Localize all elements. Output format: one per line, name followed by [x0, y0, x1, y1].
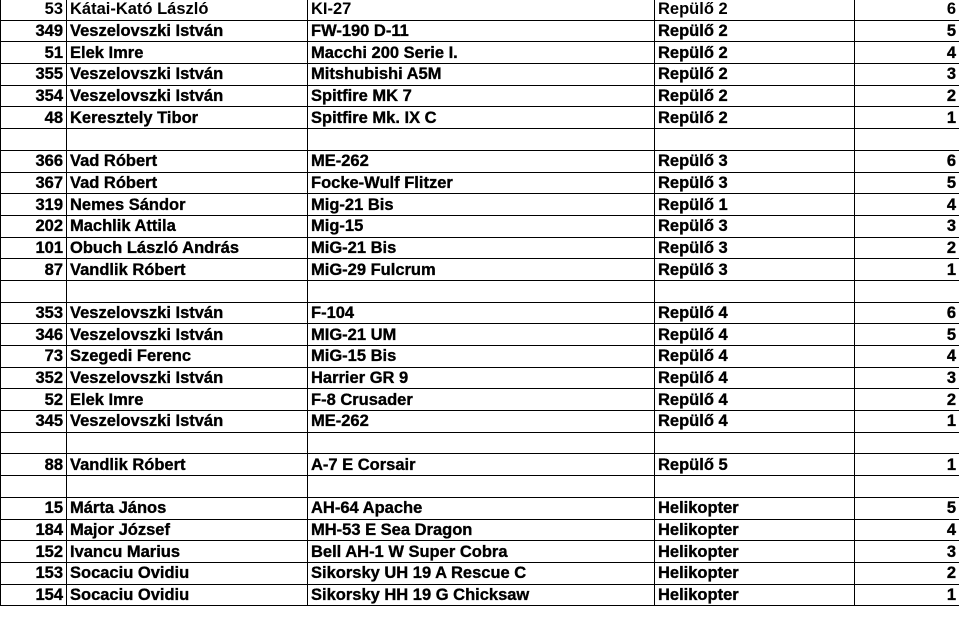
- model-name-cell: Focke-Wulf Flitzer: [308, 172, 655, 194]
- competitor-name-cell: Veszelovszki István: [67, 411, 308, 433]
- empty-cell: [655, 476, 855, 498]
- model-name-cell: FW-190 D-11: [308, 20, 655, 42]
- placement-cell: 1: [855, 411, 959, 433]
- competitor-name-cell: Veszelovszki István: [67, 64, 308, 86]
- model-name-cell: Bell AH-1 W Super Cobra: [308, 541, 655, 563]
- category-cell: Repülő 3: [655, 237, 855, 259]
- model-name-cell: Macchi 200 Serie I.: [308, 42, 655, 64]
- placement-cell: 4: [855, 519, 959, 541]
- placement-cell: 1: [855, 107, 959, 129]
- competitor-name-cell: Elek Imre: [67, 42, 308, 64]
- table-row: [1, 42, 959, 64]
- model-name-cell: Spitfire MK 7: [308, 85, 655, 107]
- category-cell: Repülő 4: [655, 324, 855, 346]
- model-name-cell: MiG-15 Bis: [308, 346, 655, 368]
- table-row: [1, 64, 959, 86]
- category-cell: Repülő 4: [655, 367, 855, 389]
- entry-number-cell: 366: [1, 150, 67, 172]
- category-cell: Repülő 2: [655, 0, 855, 20]
- entry-number-cell: 48: [1, 107, 67, 129]
- model-name-cell: ME-262: [308, 150, 655, 172]
- model-name-cell: MH-53 E Sea Dragon: [308, 519, 655, 541]
- category-cell: Repülő 4: [655, 411, 855, 433]
- category-cell: Repülő 2: [655, 85, 855, 107]
- model-name-cell: F-8 Crusader: [308, 389, 655, 411]
- model-name-cell: Spitfire Mk. IX C: [308, 107, 655, 129]
- entry-number-cell: 73: [1, 346, 67, 368]
- empty-cell: [855, 280, 959, 302]
- competitor-name-cell: Veszelovszki István: [67, 324, 308, 346]
- placement-cell: 2: [855, 237, 959, 259]
- placement-cell: 2: [855, 389, 959, 411]
- category-cell: Repülő 5: [655, 454, 855, 476]
- category-cell: Helikopter: [655, 541, 855, 563]
- competitor-name-cell: Vad Róbert: [67, 172, 308, 194]
- model-name-cell: Sikorsky HH 19 G Chicksaw: [308, 584, 655, 606]
- empty-cell: [308, 432, 655, 454]
- category-cell: Repülő 4: [655, 389, 855, 411]
- empty-cell: [1, 476, 67, 498]
- table-row: [1, 411, 959, 433]
- placement-cell: 1: [855, 454, 959, 476]
- entry-number-cell: 87: [1, 259, 67, 281]
- separator-row: [1, 129, 959, 151]
- empty-cell: [855, 129, 959, 151]
- results-body: [1, 0, 959, 606]
- entry-number-cell: 346: [1, 324, 67, 346]
- category-cell: Repülő 2: [655, 107, 855, 129]
- entry-number-cell: 367: [1, 172, 67, 194]
- category-cell: Repülő 1: [655, 194, 855, 216]
- entry-number-cell: 154: [1, 584, 67, 606]
- category-cell: Repülő 3: [655, 215, 855, 237]
- entry-number-cell: 51: [1, 42, 67, 64]
- table-row: [1, 562, 959, 584]
- placement-cell: 5: [855, 172, 959, 194]
- model-name-cell: Mig-15: [308, 215, 655, 237]
- category-cell: Repülő 3: [655, 150, 855, 172]
- competitor-name-cell: Major József: [67, 519, 308, 541]
- competitor-name-cell: Keresztely Tibor: [67, 107, 308, 129]
- entry-number-cell: 345: [1, 411, 67, 433]
- table-row: [1, 85, 959, 107]
- competitor-name-cell: Machlik Attila: [67, 215, 308, 237]
- competitor-name-cell: Veszelovszki István: [67, 302, 308, 324]
- table-row: [1, 172, 959, 194]
- table-row: [1, 454, 959, 476]
- competitor-name-cell: Márta János: [67, 497, 308, 519]
- placement-cell: 6: [855, 150, 959, 172]
- table-row: [1, 346, 959, 368]
- competitor-name-cell: Obuch László András: [67, 237, 308, 259]
- category-cell: Repülő 4: [655, 302, 855, 324]
- placement-cell: 4: [855, 194, 959, 216]
- placement-cell: 3: [855, 215, 959, 237]
- empty-cell: [655, 432, 855, 454]
- table-row: [1, 541, 959, 563]
- empty-cell: [1, 432, 67, 454]
- entry-number-cell: 152: [1, 541, 67, 563]
- entry-number-cell: 202: [1, 215, 67, 237]
- empty-cell: [308, 280, 655, 302]
- entry-number-cell: 349: [1, 20, 67, 42]
- competitor-name-cell: Socaciu Ovidiu: [67, 562, 308, 584]
- model-name-cell: Mitshubishi A5M: [308, 64, 655, 86]
- table-row: [1, 389, 959, 411]
- entry-number-cell: 352: [1, 367, 67, 389]
- table-row: [1, 150, 959, 172]
- competitor-name-cell: Elek Imre: [67, 389, 308, 411]
- placement-cell: 2: [855, 562, 959, 584]
- entry-number-cell: 184: [1, 519, 67, 541]
- entry-number-cell: 101: [1, 237, 67, 259]
- model-name-cell: MIG-21 UM: [308, 324, 655, 346]
- table-row: [1, 0, 959, 20]
- category-cell: Helikopter: [655, 497, 855, 519]
- placement-cell: 3: [855, 367, 959, 389]
- placement-cell: 5: [855, 20, 959, 42]
- table-row: [1, 584, 959, 606]
- entry-number-cell: 52: [1, 389, 67, 411]
- entry-number-cell: 88: [1, 454, 67, 476]
- table-row: [1, 215, 959, 237]
- table-row: [1, 107, 959, 129]
- table-row: [1, 497, 959, 519]
- competitor-name-cell: Veszelovszki István: [67, 20, 308, 42]
- placement-cell: 6: [855, 0, 959, 20]
- table-row: [1, 259, 959, 281]
- category-cell: Helikopter: [655, 519, 855, 541]
- entry-number-cell: 354: [1, 85, 67, 107]
- model-name-cell: AH-64 Apache: [308, 497, 655, 519]
- entry-number-cell: 53: [1, 0, 67, 20]
- table-row: [1, 20, 959, 42]
- empty-cell: [67, 432, 308, 454]
- empty-cell: [1, 129, 67, 151]
- empty-cell: [655, 129, 855, 151]
- separator-row: [1, 476, 959, 498]
- competitor-name-cell: Ivancu Marius: [67, 541, 308, 563]
- empty-cell: [67, 476, 308, 498]
- placement-cell: 5: [855, 324, 959, 346]
- category-cell: Helikopter: [655, 562, 855, 584]
- table-row: [1, 237, 959, 259]
- category-cell: Repülő 3: [655, 172, 855, 194]
- competitor-name-cell: Kátai-Kató László: [67, 0, 308, 20]
- empty-cell: [67, 129, 308, 151]
- empty-cell: [1, 280, 67, 302]
- placement-cell: 6: [855, 302, 959, 324]
- placement-cell: 4: [855, 42, 959, 64]
- placement-cell: 1: [855, 584, 959, 606]
- table-row: [1, 519, 959, 541]
- model-name-cell: A-7 E Corsair: [308, 454, 655, 476]
- category-cell: Helikopter: [655, 584, 855, 606]
- separator-row: [1, 280, 959, 302]
- placement-cell: 5: [855, 497, 959, 519]
- competitor-name-cell: Socaciu Ovidiu: [67, 584, 308, 606]
- empty-cell: [855, 476, 959, 498]
- placement-cell: 2: [855, 85, 959, 107]
- model-name-cell: Sikorsky UH 19 A Rescue C: [308, 562, 655, 584]
- model-name-cell: MiG-29 Fulcrum: [308, 259, 655, 281]
- placement-cell: 3: [855, 64, 959, 86]
- entry-number-cell: 153: [1, 562, 67, 584]
- placement-cell: 3: [855, 541, 959, 563]
- competitor-name-cell: Veszelovszki István: [67, 85, 308, 107]
- entry-number-cell: 355: [1, 64, 67, 86]
- category-cell: Repülő 3: [655, 259, 855, 281]
- competitor-name-cell: Vandlik Róbert: [67, 259, 308, 281]
- category-cell: Repülő 2: [655, 20, 855, 42]
- competitor-name-cell: Szegedi Ferenc: [67, 346, 308, 368]
- separator-row: [1, 432, 959, 454]
- model-name-cell: KI-27: [308, 0, 655, 20]
- placement-cell: 4: [855, 346, 959, 368]
- model-name-cell: MiG-21 Bis: [308, 237, 655, 259]
- empty-cell: [308, 129, 655, 151]
- category-cell: Repülő 2: [655, 64, 855, 86]
- table-row: [1, 367, 959, 389]
- entry-number-cell: 15: [1, 497, 67, 519]
- empty-cell: [308, 476, 655, 498]
- empty-cell: [655, 280, 855, 302]
- table-row: [1, 324, 959, 346]
- empty-cell: [855, 432, 959, 454]
- model-name-cell: Mig-21 Bis: [308, 194, 655, 216]
- category-cell: Repülő 2: [655, 42, 855, 64]
- placement-cell: 1: [855, 259, 959, 281]
- model-name-cell: F-104: [308, 302, 655, 324]
- competitor-name-cell: Vandlik Róbert: [67, 454, 308, 476]
- entry-number-cell: 319: [1, 194, 67, 216]
- table-row: [1, 302, 959, 324]
- category-cell: Repülő 4: [655, 346, 855, 368]
- entry-number-cell: 353: [1, 302, 67, 324]
- table-row: [1, 194, 959, 216]
- empty-cell: [67, 280, 308, 302]
- model-name-cell: ME-262: [308, 411, 655, 433]
- model-name-cell: Harrier GR 9: [308, 367, 655, 389]
- competitor-name-cell: Nemes Sándor: [67, 194, 308, 216]
- competitor-name-cell: Vad Róbert: [67, 150, 308, 172]
- competitor-name-cell: Veszelovszki István: [67, 367, 308, 389]
